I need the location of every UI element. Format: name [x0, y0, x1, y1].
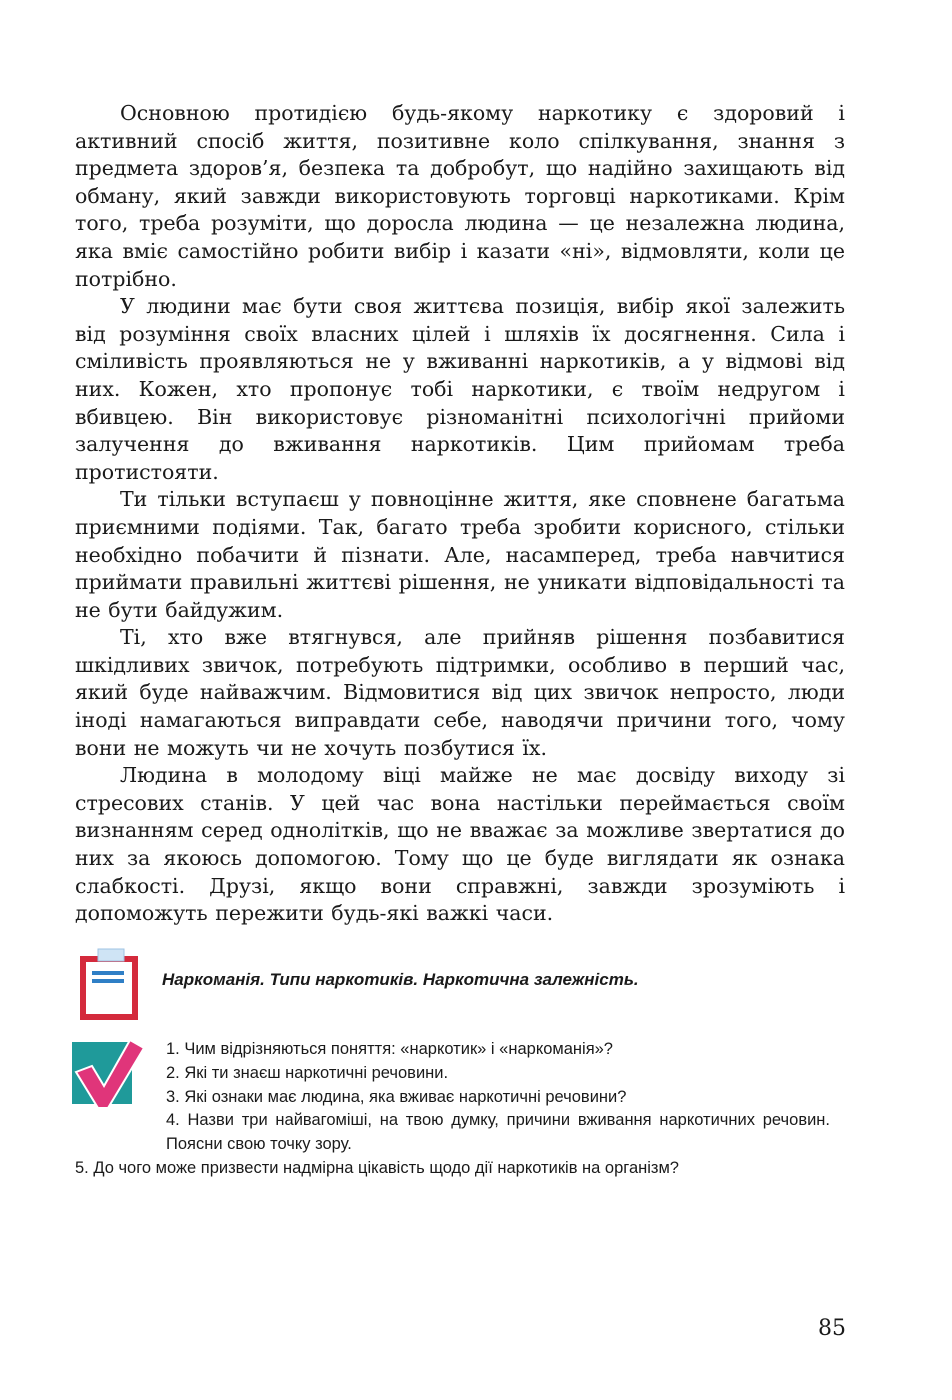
- question-2: 2. Які ти знаєш наркотичні речовини.: [166, 1063, 449, 1082]
- question-4: 4. Назви три найвагоміші, на твою думку, причини вживання наркотичних речовин. Поясни свою точку зору.: [166, 1111, 830, 1154]
- question-3: 3. Які ознаки має людина, яка вживає наркотичні речовини?: [166, 1087, 627, 1106]
- questions-list: [0, 1038, 952, 1181]
- clipboard-icon: [78, 948, 140, 1022]
- main-text: [75, 100, 845, 928]
- paragraph-1: Основною протидією будь-якому наркотику є здоровий і активний спосіб життя, позитивне коло спілкування, знання з предмета здоров’я, безпека та добробут, що надійно захищають від обману, який завжди використовують торговці наркотиками. Крім того, треба розуміти, що доросла людина — це незалежна людина, яка вміє самостійно робити вибір і казати «ні», відмовляти, коли це потрібно.: [75, 101, 845, 291]
- question-5: 5. До чого може призвести надмірна цікавість щодо дії наркотиків на організм?: [75, 1158, 679, 1177]
- topic-summary: Наркоманія. Типи наркотиків. Наркотична залежність.: [162, 970, 639, 989]
- question-1: 1. Чим відрізняються поняття: «наркотик» і «наркоманія»?: [166, 1040, 613, 1058]
- page-number: 85: [818, 1316, 846, 1341]
- paragraph-5: Людина в молодому віці майже не має досвіду виходу зі стресових станів. У цей час вона настільки переймається своїм визнанням серед однолітків, що не вважає за можливе звертатися до них за якоюсь допомогою. Тому що це буде виглядати як ознака слабкості. Друзі, якщо вони справжні, завжди зрозуміють і допоможуть пережити будь-які важкі часи.: [75, 763, 845, 926]
- paragraph-4: Ті, хто вже втягнувся, але прийняв рішення позбавитися шкідливих звичок, потребують підтримки, особливо в перший час, який буде найважчим. Відмовитися від цих звичок непросто, люди іноді намагаються виправдати себе, наводячи причини того, чому вони не можуть чи не хочуть позбутися їх.: [75, 625, 845, 760]
- paragraph-3: Ти тільки вступаєш у повноцінне життя, яке сповнене багатьма приємними подіями. Так, багато треба зробити корисного, стільки необхідно побачити й пізнати. Але, насамперед, треба навчитися приймати правильні життєві рішення, не уникати відповідальності та не бути байдужим.: [75, 487, 845, 622]
- paragraph-2: У людини має бути своя життєва позиція, вибір якої залежить від розуміння своїх власних цілей і шляхів їх досягнення. Сила і сміливість проявляються не у вживанні наркотиків, а у відмові від них. Кожен, хто пропонує тобі наркотики, є твоїм недругом і вбивцею. Він використовує різноманітні психологічні прийоми залучення до вживання наркотиків. Цим прийомам треба протистояти.: [75, 294, 845, 484]
